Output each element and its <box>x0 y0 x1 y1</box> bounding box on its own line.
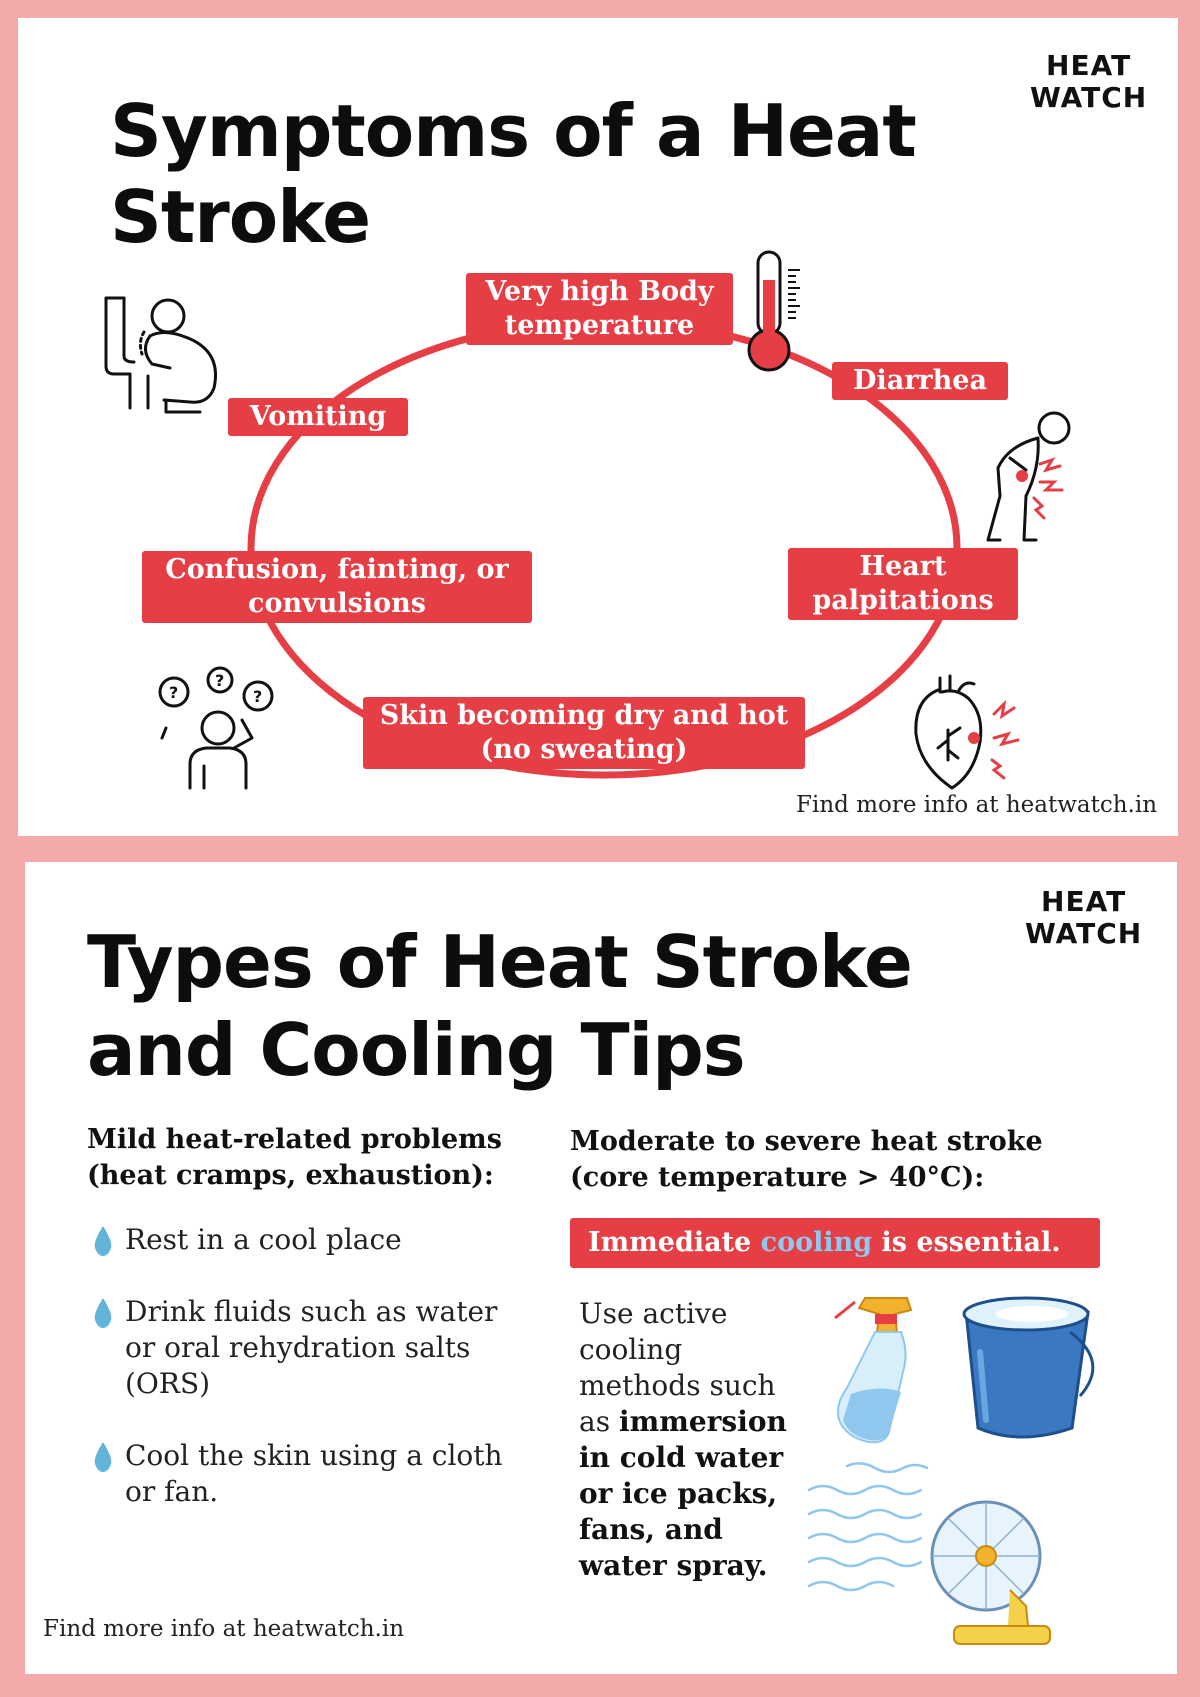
spray-bottle-icon <box>825 1292 935 1452</box>
svg-text:?: ? <box>169 683 179 702</box>
water-drop-icon <box>93 1442 113 1472</box>
svg-text:?: ? <box>215 671 225 690</box>
person-vomiting-icon <box>104 296 244 416</box>
confused-person-icon <box>154 666 284 791</box>
heatwatch-logo: HEAT WATCH <box>1025 885 1143 950</box>
water-drop-icon <box>93 1226 113 1256</box>
page-title: Types of Heat Stroke and Cooling Tips <box>87 920 912 1092</box>
symptom-confusion: Confusion, fainting, or convulsions <box>142 551 532 623</box>
page-title: Symptoms of a Heat Stroke <box>110 89 916 259</box>
list-item: Rest in a cool place <box>87 1222 537 1258</box>
mild-tips-list <box>87 1222 537 1510</box>
symptom-heart-palpitations: Heart palpitations <box>788 548 1018 620</box>
cooling-banner: Immediate cooling is essential. <box>570 1218 1100 1268</box>
electric-fan-icon <box>930 1494 1060 1654</box>
water-drop-icon <box>93 1298 113 1328</box>
list-item: Cool the skin using a cloth or fan. <box>87 1438 537 1510</box>
thermometer-icon <box>748 250 818 375</box>
mild-heading: Mild heat-related problems (heat cramps, exhaustion): <box>87 1124 502 1191</box>
heart-palpitation-icon <box>908 670 1033 795</box>
svg-text:?: ? <box>253 687 263 706</box>
stomach-pain-icon <box>980 408 1090 548</box>
symptom-diarrhea: Diarrhea <box>832 362 1008 400</box>
cooling-tips-panel <box>25 862 1177 1674</box>
list-item: Drink fluids such as water or oral rehydration salts (ORS) <box>87 1294 537 1402</box>
footer-link[interactable]: Find more info at heatwatch.in <box>43 1616 405 1642</box>
symptom-vomiting: Vomiting <box>228 398 408 436</box>
heatwatch-logo: HEAT WATCH <box>1030 49 1148 114</box>
symptom-dry-skin: Skin becoming dry and hot (no sweating) <box>363 697 805 769</box>
water-bucket-icon <box>960 1292 1100 1452</box>
symptoms-panel <box>18 18 1178 836</box>
footer-link[interactable]: Find more info at heatwatch.in <box>796 792 1158 818</box>
severe-heading: Moderate to severe heat stroke (core temperature > 40°C): <box>570 1126 1043 1193</box>
active-cooling-text: Use active cooling methods such as immersion in cold water or ice packs, fans, and water spray. <box>579 1297 787 1582</box>
symptom-body-temperature: Very high Body temperature <box>466 273 733 345</box>
